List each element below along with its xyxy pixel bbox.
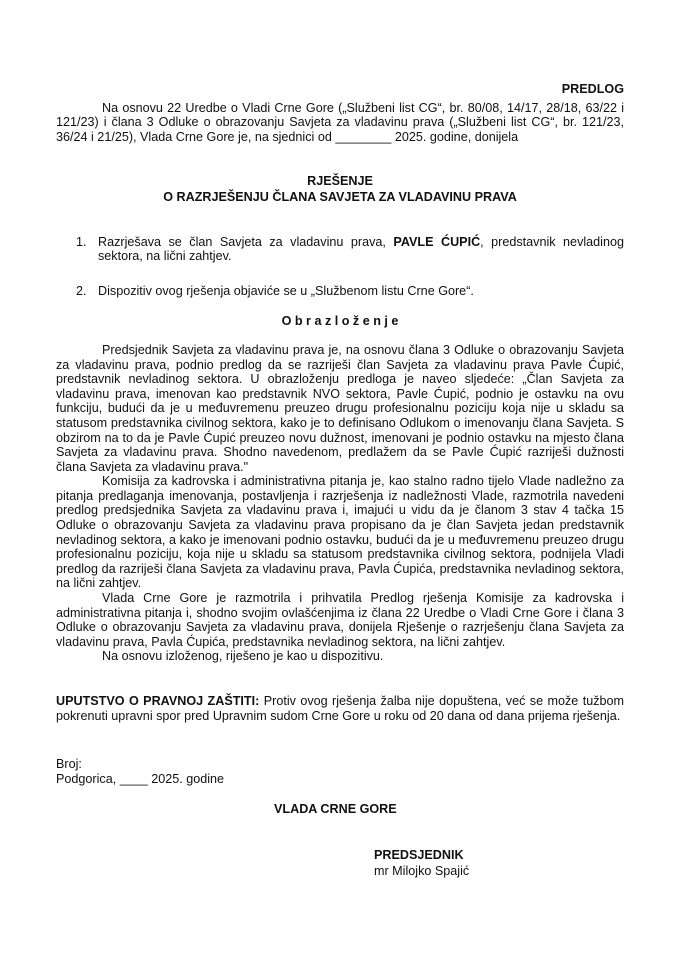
item-number: 2. xyxy=(76,283,87,298)
item-number: 1. xyxy=(76,234,87,249)
reference-number: Broj: xyxy=(56,757,82,772)
legal-remedy xyxy=(56,694,624,723)
dispositive-item-2-row xyxy=(76,284,624,299)
preamble: Na osnovu 22 Uredbe o Vladi Crne Gore („Službeni list CG“, br. 80/08, 14/17, 28/18, 63/22 i 121/23) i člana 3 Odluke o obrazovanju Savjeta za vladavinu prava („Službeni list CG“, br. 121/23, 36/24 i 21/25), Vlada Crne Gore je, na sjednici od ________ 2025. godine, donijela xyxy=(56,100,624,144)
dispositive-item-2: Dispozitiv ovog rješenja objaviće se u „Službenom listu Crne Gore“. xyxy=(98,283,474,298)
signatory-name: mr Milojko Spajić xyxy=(374,863,470,878)
dispositive-item-1-row xyxy=(76,235,624,264)
reasoning-paragraph: Predsjednik Savjeta za vladavinu prava je, na osnovu člana 3 Odluke o obrazovanju Savjeta za vladavinu prava, podnio predlog da se razriješi član Savjeta za vladavinu prava Pavle Ćupić, predstavnik nevladinog sektora. U obrazloženju predloga je naveo sljedeće: „Član Savjeta za vladavinu prava, imenovan kao predstavnik NVO sektora, Pavle Ćupić, podnio je ostavku na ovu funkciju, budući da je u međuvremenu preuzeo drugu profesionalnu poziciju koja nije u skladu sa statusom predstavnika civilnog sektora, kako je to definisano Odlukom o imenovanju člana Savjeta. S obzirom na to da je Pavle Ćupić preuzeo novu dužnost, imenovani je podnio ostavku na mjesto člana Savjeta za vladavinu prava. Shodno navedenom, predlažem da se Pavle Ćupić razriješi dužnosti člana Savjeta za vladavinu prava." xyxy=(56,342,624,474)
dispositive-item-1 xyxy=(98,235,624,264)
document-page xyxy=(56,0,624,878)
item-text: Razrješava se član Savjeta za vladavinu prava, xyxy=(98,234,394,249)
place-date: Podgorica, ____ 2025. godine xyxy=(56,771,225,786)
reasoning-paragraph: Vlada Crne Gore je razmotrila i prihvatila Predlog rješenja Komisije za kadrovska i administrativna pitanja i, shodno svojim ovlašćenjima iz člana 22 Uredbe o Vladi Crne Gore i člana 3 Odluke o obrazovanju Savjeta za vladavinu prava, donijela Rješenje o razrješenju člana Savjeta za vladavinu prava, Pavla Ćupića, predstavnika nevladinog sektora, na lični zahtjev. xyxy=(56,591,624,649)
draft-label: PREDLOG xyxy=(561,82,624,96)
signatory-title: PREDSJEDNIK xyxy=(374,847,464,862)
item-text: , predstavnik nevladinog sektora, na lični zahtjev. xyxy=(98,234,624,264)
government-name: VLADA CRNE GORE xyxy=(274,802,397,817)
legal-remedy-text: Protiv ovog rješenja žalba nije dopuštena, već se može tužbom pokrenuti upravni spor pred Upravnim sudom Crne Gore u roku od 20 dana od dana prijema rješenja. xyxy=(56,694,625,723)
title: RJEŠENJE xyxy=(307,174,373,189)
reasoning-paragraph: Na osnovu izloženog, riješeno je kao u dispozitivu. xyxy=(102,649,384,664)
reasoning-heading: O b r a z l o ž e n j e xyxy=(281,314,399,329)
reasoning-paragraph: Komisija za kadrovska i administrativna pitanja je, kao stalno radno tijelo Vlade nadležno za pitanja predlaganja imenovanja, postavljenja i razrješenja iz nadležnosti Vlade, razmotrila navedeni predlog predsjednika Savjeta za vladavinu prava i, imajući u vidu da je članom 3 stav 4 tačka 15 Odluke o obrazovanju Savjeta za vladavinu prava propisano da je član Savjeta jedan predstavnik nevladinog sektora, a kako je imenovani podnio ostavku, budući da je u međuvremenu preuzeo drugu profesionalnu poziciju, koja nije u skladu sa statusom predstavnika civilnog sektora, podnijela Vladi predlog da razriješi člana Savjeta za vladavinu prava, Pavla Ćupića, predstavnika nevladinog sektora, na lični zahtjev. xyxy=(56,474,624,591)
member-name: PAVLE ĆUPIĆ xyxy=(393,234,481,249)
reasoning-body xyxy=(56,343,624,664)
legal-remedy-label: UPUTSTVO O PRAVNOJ ZAŠTITI: xyxy=(56,694,260,708)
subtitle: O RAZRJEŠENJU ČLANA SAVJETA ZA VLADAVINU PRAVA xyxy=(163,189,517,204)
